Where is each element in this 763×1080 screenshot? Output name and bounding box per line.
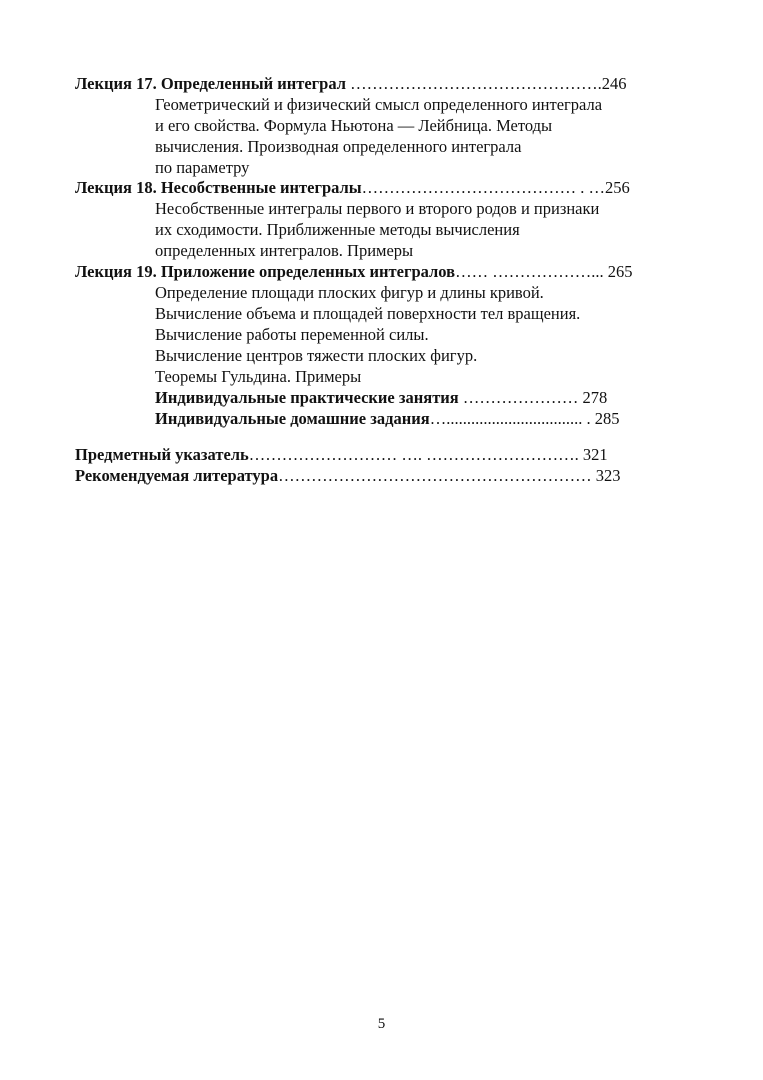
toc-desc-line: Вычисление центров тяжести плоских фигур. (155, 346, 478, 365)
toc-desc-line: Геометрический и физический смысл определенного интеграла (155, 95, 603, 114)
toc-title: Лекция 17. Определенный интеграл (75, 74, 346, 93)
toc-title: Лекция 19. Приложение определенных интегралов (75, 262, 456, 281)
toc-entry-lecture-19 (75, 262, 632, 282)
toc-page: 256 (605, 178, 630, 197)
toc-entry-practice (155, 388, 607, 408)
toc-entry-subject-index (75, 445, 608, 465)
toc-leader: ………………………………… . … (361, 178, 606, 197)
toc-desc-line: Несобственные интегралы первого и второго родов и признаки (155, 199, 600, 218)
toc-page: 323 (595, 466, 621, 485)
toc-page: 321 (582, 445, 608, 464)
toc-leader: ………………………………………. (346, 74, 602, 93)
toc-page: 285 (594, 409, 620, 428)
toc-title: Рекомендуемая литература (75, 466, 279, 485)
toc-leader: ………………… (458, 388, 583, 407)
toc-page: 278 (582, 388, 608, 407)
toc-entry-lecture-18 (75, 178, 630, 198)
toc-page: 265 (607, 262, 633, 281)
toc-entry-homework (155, 409, 619, 429)
toc-desc-line: Определение площади плоских фигур и длины кривой. (155, 283, 544, 302)
toc-title: Лекция 18. Несобственные интегралы (75, 178, 362, 197)
toc-entry-literature (75, 466, 620, 486)
toc-entry-lecture-17 (75, 74, 627, 94)
toc-title: Индивидуальные домашние задания (155, 409, 430, 428)
toc-desc-line: Вычисление работы переменной силы. (155, 325, 429, 344)
toc-leader: …… ………………... (455, 262, 608, 281)
toc-desc-line: Теоремы Гульдина. Примеры (155, 367, 362, 386)
toc-title: Индивидуальные практические занятия (155, 388, 459, 407)
page-number: 5 (377, 1016, 386, 1032)
toc-desc-line: Вычисление объема и площадей поверхности тел вращения. (155, 304, 581, 323)
toc-leader: ………………………………………………… (278, 466, 596, 485)
toc-leader: ……………………… …. ………………………. (248, 445, 583, 464)
toc-desc-line: вычисления. Производная определенного интеграла (155, 137, 522, 156)
toc-page: 246 (601, 74, 627, 93)
toc-desc-line: по параметру (155, 158, 250, 177)
toc-desc-line: определенных интегралов. Примеры (155, 241, 414, 260)
toc-leader: …................................. . (429, 409, 595, 428)
toc-title: Предметный указатель (75, 445, 249, 464)
toc-desc-line: их сходимости. Приближенные методы вычисления (155, 220, 520, 239)
toc-desc-line: и его свойства. Формула Ньютона — Лейбница. Методы (155, 116, 553, 135)
